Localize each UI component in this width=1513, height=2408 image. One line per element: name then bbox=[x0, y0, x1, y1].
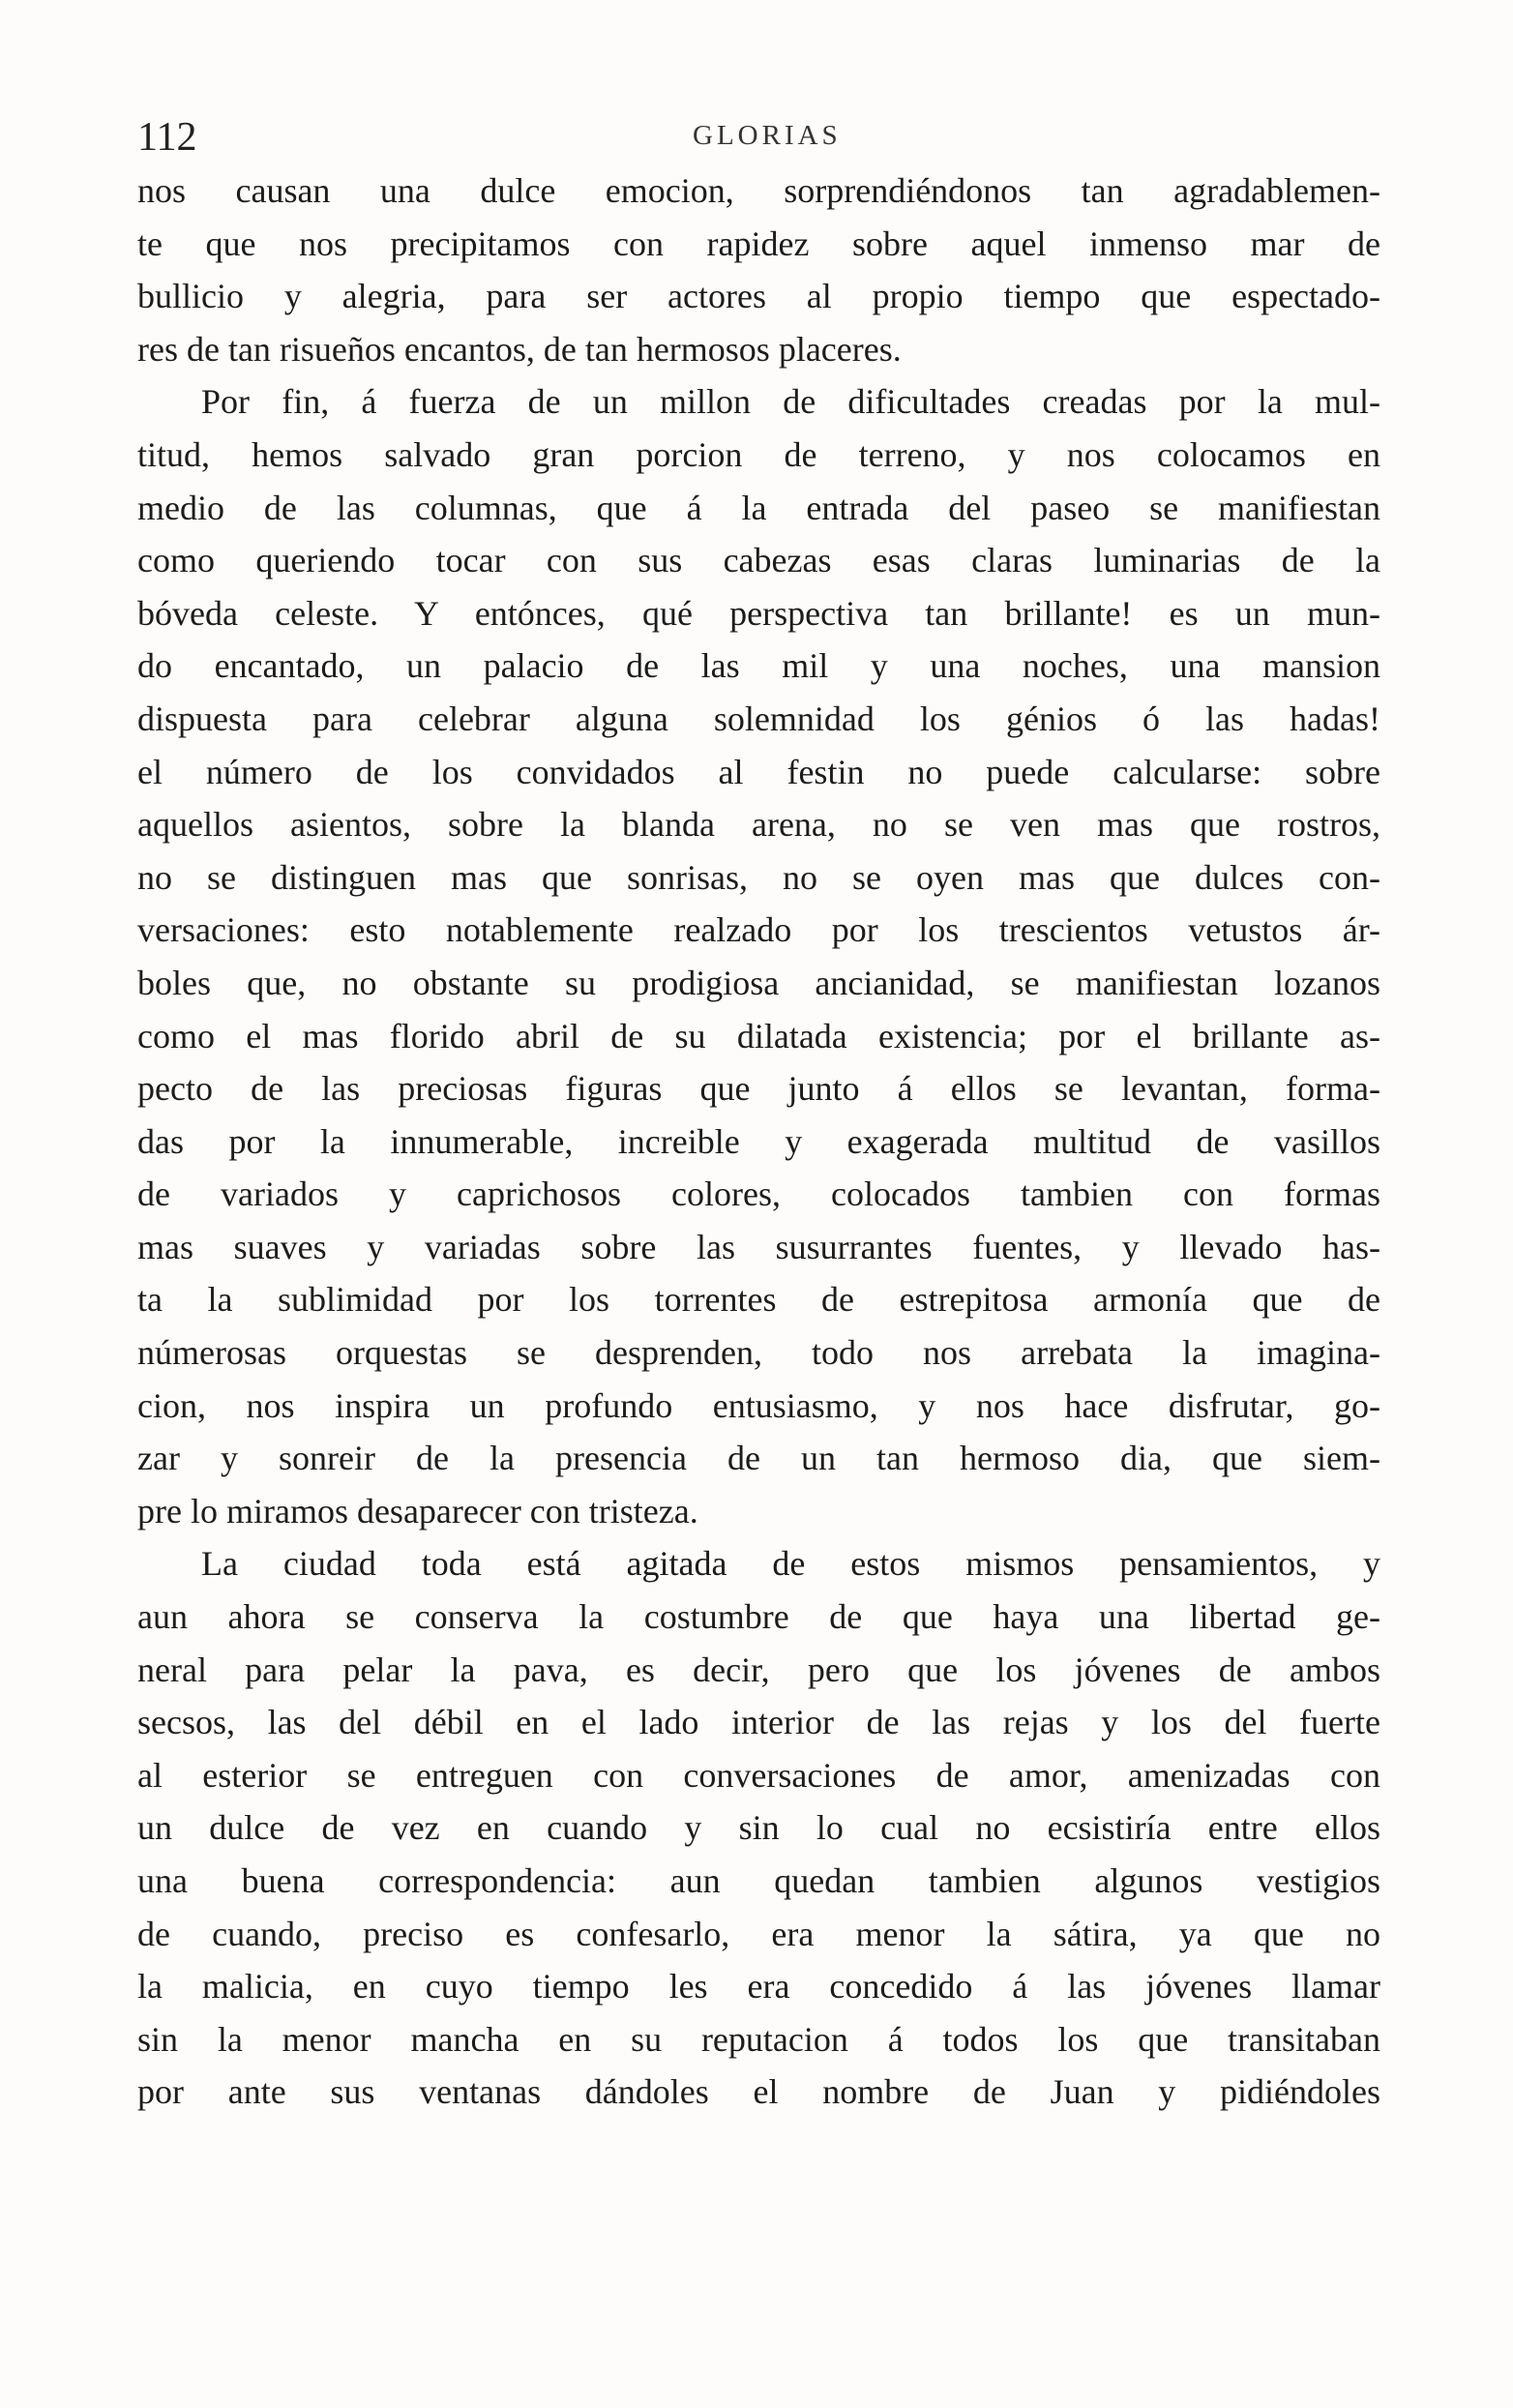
text-line: ta la sublimidad por los torrentes de estrepitosa armonía que de bbox=[137, 1280, 1380, 1320]
text-line: nos causan una dulce emocion, sorprendiéndonos tan agradablemen- bbox=[137, 171, 1380, 210]
text-line: dispuesta para celebrar alguna solemnidad los génios ó las hadas! bbox=[137, 699, 1380, 738]
text-line: cion, nos inspira un profundo entusiasmo, y nos hace disfrutar, go- bbox=[137, 1385, 1380, 1425]
running-head bbox=[122, 114, 1380, 163]
page-number: 112 bbox=[137, 115, 197, 160]
text-line: bullicio y alegria, para ser actores al propio tiempo que espectado- bbox=[137, 277, 1380, 316]
text-line: al esterior se entreguen con conversaciones de amor, amenizadas con bbox=[137, 1755, 1380, 1795]
text-line: el número de los convidados al festin no puede calcularse: sobre bbox=[137, 752, 1380, 791]
text-line: aquellos asientos, sobre la blanda arena, no se ven mas que rostros, bbox=[137, 805, 1380, 845]
text-line: zar y sonreir de la presencia de un tan hermoso dia, que siem- bbox=[137, 1439, 1380, 1478]
text-line: secsos, las del débil en el lado interior de las rejas y los del fuerte bbox=[137, 1703, 1380, 1742]
text-line: boles que, no obstante su prodigiosa ancianidad, se manifiestan lozanos bbox=[137, 963, 1380, 1002]
text-line: aun ahora se conserva la costumbre de que haya una libertad ge- bbox=[137, 1597, 1380, 1637]
text-line: pecto de las preciosas figuras que junto á ellos se levantan, forma- bbox=[137, 1069, 1380, 1109]
text-line: das por la innumerable, increible y exagerada multitud de vasillos bbox=[137, 1121, 1380, 1161]
text-line: una buena correspondencia: aun quedan tambien algunos vestigios bbox=[137, 1861, 1380, 1900]
text-line: la malicia, en cuyo tiempo les era concedido á las jóvenes llamar bbox=[137, 1967, 1380, 2007]
text-line: sin la menor mancha en su reputacion á todos los que transitaban bbox=[137, 2019, 1380, 2059]
text-line: como queriendo tocar con sus cabezas esas claras luminarias de la bbox=[137, 541, 1380, 580]
text-line: pre lo miramos desaparecer con tristeza. bbox=[137, 1491, 698, 1531]
body-text bbox=[137, 164, 1380, 2119]
text-line: de cuando, preciso es confesarlo, era menor la sátira, ya que no bbox=[137, 1914, 1380, 1953]
text-line: númerosas orquestas se desprenden, todo nos arrebata la imagina- bbox=[137, 1333, 1380, 1373]
text-line: como el mas florido abril de su dilatada existencia; por el brillante as- bbox=[137, 1016, 1380, 1055]
text-line: bóveda celeste. Y entónces, qué perspectiva tan brillante! es un mun- bbox=[137, 593, 1380, 633]
text-line: res de tan risueños encantos, de tan hermosos placeres. bbox=[137, 329, 902, 369]
text-line: por ante sus ventanas dándoles el nombre de Juan y pidiéndoles bbox=[137, 2072, 1380, 2112]
text-line: medio de las columnas, que á la entrada del paseo se manifiestan bbox=[137, 488, 1380, 527]
text-line: versaciones: esto notablemente realzado por los trescientos vetustos ár- bbox=[137, 910, 1380, 950]
text-line: no se distinguen mas que sonrisas, no se oyen mas que dulces con- bbox=[137, 857, 1380, 897]
text-line: do encantado, un palacio de las mil y una noches, una mansion bbox=[137, 646, 1380, 686]
text-line: mas suaves y variadas sobre las susurrantes fuentes, y llevado has- bbox=[137, 1227, 1380, 1266]
text-line: La ciudad toda está agitada de estos mismos pensamientos, y bbox=[201, 1544, 1380, 1584]
text-line: neral para pelar la pava, es decir, pero que los jóvenes de ambos bbox=[137, 1650, 1380, 1689]
text-line: un dulce de vez en cuando y sin lo cual no ecsistiría entre ellos bbox=[137, 1808, 1380, 1848]
text-line: te que nos precipitamos con rapidez sobre aquel inmenso mar de bbox=[137, 223, 1380, 263]
text-line: titud, hemos salvado gran porcion de terreno, y nos colocamos en bbox=[137, 434, 1380, 474]
text-line: Por fin, á fuerza de un millon de dificultades creadas por la mul- bbox=[201, 382, 1380, 422]
running-title: GLORIAS bbox=[693, 120, 842, 151]
text-line: de variados y caprichosos colores, colocados tambien con formas bbox=[137, 1174, 1380, 1214]
